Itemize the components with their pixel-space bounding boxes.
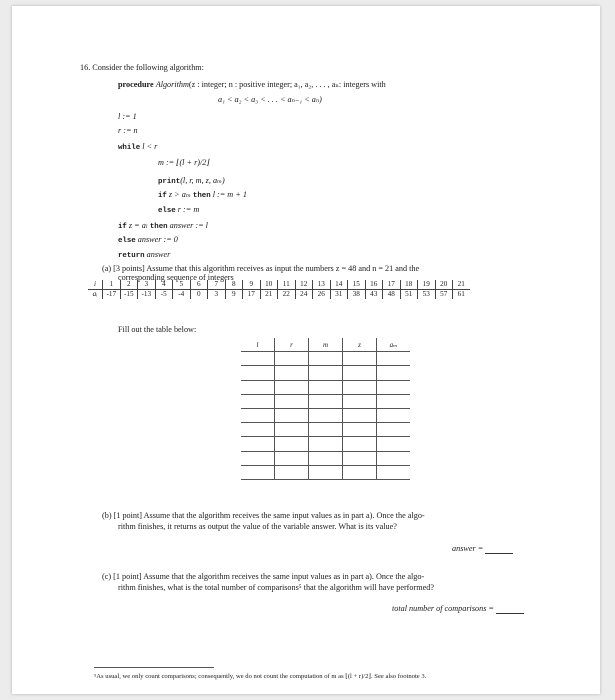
index-cell: 8	[225, 280, 243, 290]
index-cell: 17	[383, 280, 401, 290]
fill-cell[interactable]	[377, 352, 411, 366]
procedure-condition: a₁ < a₂ < a₃ < . . . < aₙ₋₁ < aₙ)	[218, 95, 322, 104]
fill-column-header: z	[343, 338, 377, 352]
l-init: l := 1	[118, 112, 137, 121]
fill-cell[interactable]	[309, 451, 343, 465]
footnote: ⁵As usual, we only count comparisons; consequently, we do not count the computation of m as ⌊(l + r)/2⌋. See also footnote 3.	[94, 673, 427, 680]
value-cell: -17	[103, 290, 121, 300]
part-c-answer-label: total number of comparisons =	[392, 604, 494, 613]
fill-cell[interactable]	[241, 465, 275, 479]
fill-table	[241, 338, 410, 480]
value-cell: -13	[138, 290, 156, 300]
index-cell: 20	[435, 280, 453, 290]
if-keyword: if	[158, 192, 167, 200]
while-line	[118, 142, 157, 153]
fill-cell[interactable]	[309, 352, 343, 366]
else2-body: answer := 0	[137, 235, 178, 244]
fill-cell[interactable]	[343, 451, 377, 465]
index-row	[88, 280, 470, 290]
fill-table-row	[241, 437, 410, 451]
sequence-table	[88, 280, 470, 299]
fill-cell[interactable]	[241, 366, 275, 380]
value-cell: -15	[120, 290, 138, 300]
fill-table-row	[241, 451, 410, 465]
fill-cell[interactable]	[241, 408, 275, 422]
part-b-answer	[452, 544, 513, 554]
procedure-args: (z : integer; n : positive integer; a₁, a₂, . . . , aₙ: integers with	[188, 80, 386, 89]
print-args: (l, r, m, z, aₘ)	[180, 176, 225, 185]
part-b-points: [1 point]	[113, 511, 143, 520]
fill-cell[interactable]	[309, 408, 343, 422]
fill-table-row	[241, 352, 410, 366]
fill-cell[interactable]	[275, 437, 309, 451]
value-cell: 38	[348, 290, 366, 300]
else1-line	[158, 205, 199, 216]
else-keyword: else	[118, 237, 136, 245]
fill-cell[interactable]	[241, 394, 275, 408]
return-line	[118, 250, 170, 261]
fill-cell[interactable]	[309, 423, 343, 437]
fill-table-row	[241, 423, 410, 437]
fill-cell[interactable]	[241, 352, 275, 366]
fill-cell[interactable]	[241, 423, 275, 437]
part-a-points: [3 points]	[113, 264, 145, 273]
fill-cell[interactable]	[275, 352, 309, 366]
part-a-text-2: corresponding sequence of integers	[118, 273, 234, 282]
print-line	[158, 176, 225, 187]
fill-cell[interactable]	[343, 380, 377, 394]
else1-body: r := m	[177, 205, 200, 214]
index-cell: 4	[155, 280, 173, 290]
fill-cell[interactable]	[343, 408, 377, 422]
footnote-rule	[94, 667, 214, 668]
fill-column-header: r	[275, 338, 309, 352]
value-cell: 21	[260, 290, 278, 300]
index-cell: 1	[103, 280, 121, 290]
fill-table-row	[241, 465, 410, 479]
part-c-points: [1 point]	[113, 572, 142, 581]
fill-cell[interactable]	[241, 437, 275, 451]
value-cell: 61	[453, 290, 470, 300]
index-cell: 7	[208, 280, 226, 290]
else-keyword: else	[158, 207, 176, 215]
part-b-answer-blank[interactable]	[485, 547, 513, 554]
index-cell: 18	[400, 280, 418, 290]
value-cell: 57	[435, 290, 453, 300]
fill-cell[interactable]	[241, 451, 275, 465]
index-cell: 13	[313, 280, 331, 290]
then-keyword: then	[192, 192, 211, 200]
if2-condition: z = aₗ	[128, 221, 148, 230]
part-b-text-2: rithm finishes, it returns as output the value of the variable answer. What is its value?	[118, 522, 397, 531]
fill-cell[interactable]	[309, 394, 343, 408]
part-a-text-1: Assume that this algorithm receives as input the numbers z = 48 and n = 21 and the	[146, 264, 420, 273]
fill-cell[interactable]	[275, 451, 309, 465]
m-assign: m := ⌊(l + r)/2⌋	[158, 158, 210, 167]
fill-cell[interactable]	[377, 380, 411, 394]
procedure-name: Algorithm	[155, 80, 189, 89]
fill-cell[interactable]	[377, 437, 411, 451]
fill-table-header	[241, 338, 410, 352]
while-condition: l < r	[142, 142, 158, 151]
value-cell: 26	[313, 290, 331, 300]
part-b-line-1	[102, 511, 425, 521]
fill-cell[interactable]	[377, 366, 411, 380]
if1-condition: z > aₘ	[168, 190, 191, 199]
while-keyword: while	[118, 144, 141, 152]
part-c-line-1	[102, 572, 424, 582]
value-cell: 17	[243, 290, 261, 300]
part-c-label: (c)	[102, 572, 112, 581]
r-init: r := n	[118, 126, 138, 135]
fill-cell[interactable]	[377, 408, 411, 422]
fill-table-row	[241, 366, 410, 380]
value-cell: 43	[365, 290, 383, 300]
if2-then: answer := l	[169, 221, 208, 230]
fill-cell[interactable]	[343, 352, 377, 366]
if2-line	[118, 221, 208, 232]
value-cell: -4	[173, 290, 191, 300]
index-cell: 16	[365, 280, 383, 290]
problem-title: 16. Consider the following algorithm:	[80, 63, 204, 72]
return-value: answer	[146, 250, 171, 259]
if1-then: l := m + 1	[212, 190, 247, 199]
part-c-text-2: rithm finishes, what is the total number of comparisons⁵ that the algorithm will have performed?	[118, 583, 434, 592]
part-c-answer	[392, 604, 524, 614]
part-c-answer-blank[interactable]	[496, 607, 524, 614]
fill-cell[interactable]	[377, 394, 411, 408]
fill-cell[interactable]	[275, 408, 309, 422]
fill-cell[interactable]	[377, 465, 411, 479]
fill-cell[interactable]	[343, 423, 377, 437]
fill-column-header: aₘ	[377, 338, 411, 352]
part-b-label: (b)	[102, 511, 112, 520]
index-cell: 3	[138, 280, 156, 290]
index-cell: 10	[260, 280, 278, 290]
fill-cell[interactable]	[377, 451, 411, 465]
part-a-label: (a)	[102, 264, 112, 273]
fill-cell[interactable]	[275, 423, 309, 437]
value-cell: 31	[330, 290, 348, 300]
else2-line	[118, 235, 178, 246]
index-cell: 19	[418, 280, 436, 290]
value-cell: 3	[208, 290, 226, 300]
fill-cell[interactable]	[309, 437, 343, 451]
index-cell: 9	[243, 280, 261, 290]
value-cell: 24	[295, 290, 313, 300]
index-cell: 12	[295, 280, 313, 290]
index-cell: 6	[190, 280, 208, 290]
if-keyword: if	[118, 223, 127, 231]
index-header: i	[88, 280, 103, 290]
value-cell: 22	[278, 290, 296, 300]
part-b-text-1: Assume that the algorithm receives the same input values as in part a). Once the algo-	[143, 511, 425, 520]
then-keyword: then	[149, 223, 168, 231]
if1-line	[158, 190, 247, 201]
value-cell: 0	[190, 290, 208, 300]
index-cell: 21	[453, 280, 470, 290]
return-keyword: return	[118, 252, 145, 260]
index-cell: 2	[120, 280, 138, 290]
value-cell: 53	[418, 290, 436, 300]
fill-prompt: Fill out the table below:	[118, 325, 197, 334]
index-cell: 5	[173, 280, 191, 290]
fill-table-row	[241, 408, 410, 422]
value-header: aᵢ	[88, 290, 103, 300]
fill-cell[interactable]	[377, 423, 411, 437]
fill-cell[interactable]	[309, 366, 343, 380]
fill-cell[interactable]	[343, 394, 377, 408]
fill-cell[interactable]	[309, 380, 343, 394]
fill-cell[interactable]	[241, 380, 275, 394]
fill-cell[interactable]	[275, 465, 309, 479]
index-cell: 14	[330, 280, 348, 290]
fill-column-header: m	[309, 338, 343, 352]
value-cell: 9	[225, 290, 243, 300]
part-b-answer-label: answer =	[452, 544, 484, 553]
value-cell: 48	[383, 290, 401, 300]
document-page	[12, 6, 600, 694]
fill-cell[interactable]	[309, 465, 343, 479]
part-c-text-1: Assume that the algorithm receives the same input values as in part a). Once the algo-	[143, 572, 425, 581]
index-cell: 11	[278, 280, 296, 290]
fill-table-row	[241, 380, 410, 394]
fill-cell[interactable]	[343, 366, 377, 380]
fill-cell[interactable]	[343, 465, 377, 479]
fill-cell[interactable]	[275, 366, 309, 380]
fill-cell[interactable]	[275, 394, 309, 408]
procedure-keyword: procedure	[118, 80, 154, 89]
print-keyword: print	[158, 178, 181, 186]
value-row	[88, 290, 470, 300]
index-cell: 15	[348, 280, 366, 290]
fill-column-header: l	[241, 338, 275, 352]
fill-table-row	[241, 394, 410, 408]
value-cell: 51	[400, 290, 418, 300]
fill-cell[interactable]	[275, 380, 309, 394]
fill-cell[interactable]	[343, 437, 377, 451]
procedure-line	[118, 80, 386, 90]
value-cell: -5	[155, 290, 173, 300]
